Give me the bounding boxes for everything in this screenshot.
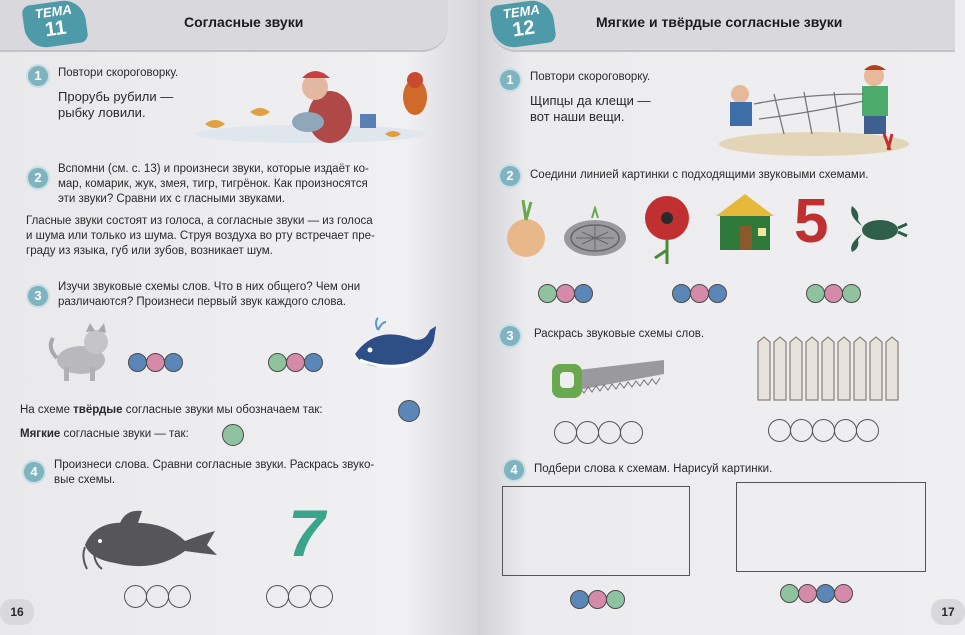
hard-consonant-circle (570, 590, 589, 609)
empty-sound-circle[interactable] (856, 419, 879, 442)
tongue-twister-line-1: Щипцы да клещи — (530, 93, 651, 108)
task4-line-1: Произнеси слова. Сравни согласные звуки. Раскрась звуко- (54, 459, 375, 471)
vowel-circle (824, 284, 843, 303)
vowel-circle (588, 590, 607, 609)
empty-sound-circle[interactable] (554, 421, 577, 444)
task-number-badge: 3 (28, 286, 48, 306)
vowel-circle (798, 584, 817, 603)
task-number-badge: 2 (28, 168, 48, 188)
hard-legend-suffix: согласные звуки мы обозначаем так: (122, 404, 323, 416)
vowel-circle (690, 284, 709, 303)
hard-consonant-circle (672, 284, 691, 303)
right-page-title: Мягкие и твёрдые согласные звуки (596, 14, 843, 30)
task1-instruction: Повтори скороговорку. (530, 71, 651, 83)
kitten-illustration (46, 322, 116, 384)
digit-five-illustration: 5 (794, 187, 829, 256)
empty-sound-circle[interactable] (266, 585, 289, 608)
sound-scheme (268, 353, 322, 372)
hard-legend-bold: твёрдые (73, 404, 123, 416)
hard-consonant-circle (304, 353, 323, 372)
fence-illustration (754, 336, 904, 408)
task-number-badge: 4 (24, 462, 44, 482)
drawing-box[interactable] (736, 482, 926, 572)
task-number-badge: 1 (500, 70, 520, 90)
sound-scheme-empty (266, 585, 332, 608)
vowel-circle (286, 353, 305, 372)
whale-illustration (350, 316, 440, 376)
soft-consonant-circle (842, 284, 861, 303)
vowel-circle (146, 353, 165, 372)
task2-line-3: эти звуки? Сравни их с гласными звуками. (58, 193, 285, 205)
right-topic-badge (489, 0, 557, 50)
empty-sound-circle[interactable] (834, 419, 857, 442)
drawing-box[interactable] (502, 486, 690, 576)
sound-scheme (806, 284, 860, 303)
soft-consonant-circle (806, 284, 825, 303)
task4-line-2: вые схемы. (54, 474, 116, 486)
sound-scheme (780, 584, 852, 603)
saw-illustration (550, 356, 668, 406)
task-number-badge: 1 (28, 66, 48, 86)
ice-fishing-illustration (190, 62, 440, 147)
empty-sound-circle[interactable] (310, 585, 333, 608)
hard-legend-circle (398, 400, 420, 422)
soft-consonant-circle (606, 590, 625, 609)
empty-sound-circle[interactable] (768, 419, 791, 442)
crayfish-illustration (846, 204, 908, 254)
topic-number: 11 (43, 16, 68, 42)
hard-legend-text (20, 403, 323, 418)
soft-legend-text (20, 427, 189, 442)
tongue-twister-line-1: Прорубь рубили — (58, 89, 174, 104)
task3-line-2: различаются? Произнеси первый звук каждого слова. (58, 296, 346, 308)
hard-consonant-circle (816, 584, 835, 603)
empty-sound-circle[interactable] (598, 421, 621, 444)
sound-scheme (570, 590, 624, 609)
left-page-number: 16 (0, 599, 34, 625)
hard-consonant-circle (164, 353, 183, 372)
soft-legend-bold: Мягкие (20, 428, 61, 440)
task2-instruction: Соедини линией картинки с подходящими звуковыми схемами. (530, 169, 869, 181)
rule-line-3: граду из языка, губ или зубов, возникает шум. (26, 245, 273, 257)
empty-sound-circle[interactable] (288, 585, 311, 608)
house-illustration (712, 192, 778, 254)
empty-sound-circle[interactable] (790, 419, 813, 442)
topic-number: 12 (511, 16, 537, 42)
hard-consonant-circle (128, 353, 147, 372)
soft-legend-circle (222, 424, 244, 446)
topic-word: ТЕМА (501, 1, 541, 22)
poppy-illustration (638, 192, 696, 266)
empty-sound-circle[interactable] (146, 585, 169, 608)
onion-illustration (502, 196, 550, 260)
task-number-badge: 4 (504, 460, 524, 480)
empty-sound-circle[interactable] (168, 585, 191, 608)
task-number-badge: 2 (500, 166, 520, 186)
soft-consonant-circle (268, 353, 287, 372)
topic-word: ТЕМА (33, 1, 73, 22)
empty-sound-circle[interactable] (620, 421, 643, 444)
hard-consonant-circle (574, 284, 593, 303)
hard-legend-prefix: На схеме (20, 404, 74, 416)
vowel-circle (834, 584, 853, 603)
manhole-illustration (562, 206, 628, 260)
right-page (478, 0, 965, 635)
task2-line-2: мар, комарик, жук, змея, тигр, тигрёнок. Как произносятся (58, 178, 368, 190)
left-page-title: Согласные звуки (184, 14, 304, 30)
rule-line-1: Гласные звуки состоят из голоса, а согласные звуки — из голоса (26, 215, 373, 227)
sound-scheme (128, 353, 182, 372)
task3-line-1: Изучи звуковые схемы слов. Что в них общего? Чем они (58, 281, 361, 293)
task2-line-1: Вспомни (см. с. 13) и произнеси звуки, которые издаёт ко- (58, 163, 369, 175)
soft-legend-suffix: согласные звуки — так: (60, 428, 189, 440)
task1-instruction: Повтори скороговорку. (58, 67, 179, 79)
task3-instruction: Раскрась звуковые схемы слов. (534, 328, 705, 340)
soft-consonant-circle (538, 284, 557, 303)
sound-scheme-empty (124, 585, 190, 608)
hard-consonant-circle (708, 284, 727, 303)
task4-instruction: Подбери слова к схемам. Нарисуй картинки. (534, 463, 773, 475)
sound-scheme-empty (768, 419, 878, 442)
sound-scheme (672, 284, 726, 303)
right-page-number: 17 (931, 599, 965, 625)
catfish-illustration (80, 505, 225, 575)
empty-sound-circle[interactable] (576, 421, 599, 444)
rule-line-2: и шума или только из шума. Струя воздуха во рту встречает пре- (26, 230, 375, 242)
left-page (0, 0, 478, 635)
vowel-circle (556, 284, 575, 303)
tongue-twister-line-2: вот наши вещи. (530, 109, 625, 124)
soft-consonant-circle (780, 584, 799, 603)
empty-sound-circle[interactable] (124, 585, 147, 608)
tongue-twister-line-2: рыбку ловили. (58, 105, 146, 120)
task-number-badge: 3 (500, 326, 520, 346)
fishermen-illustration (714, 64, 914, 159)
empty-sound-circle[interactable] (812, 419, 835, 442)
sound-scheme-empty (554, 421, 642, 444)
digit-seven-illustration: 7 (288, 496, 325, 570)
sound-scheme (538, 284, 592, 303)
left-topic-badge (21, 0, 89, 50)
